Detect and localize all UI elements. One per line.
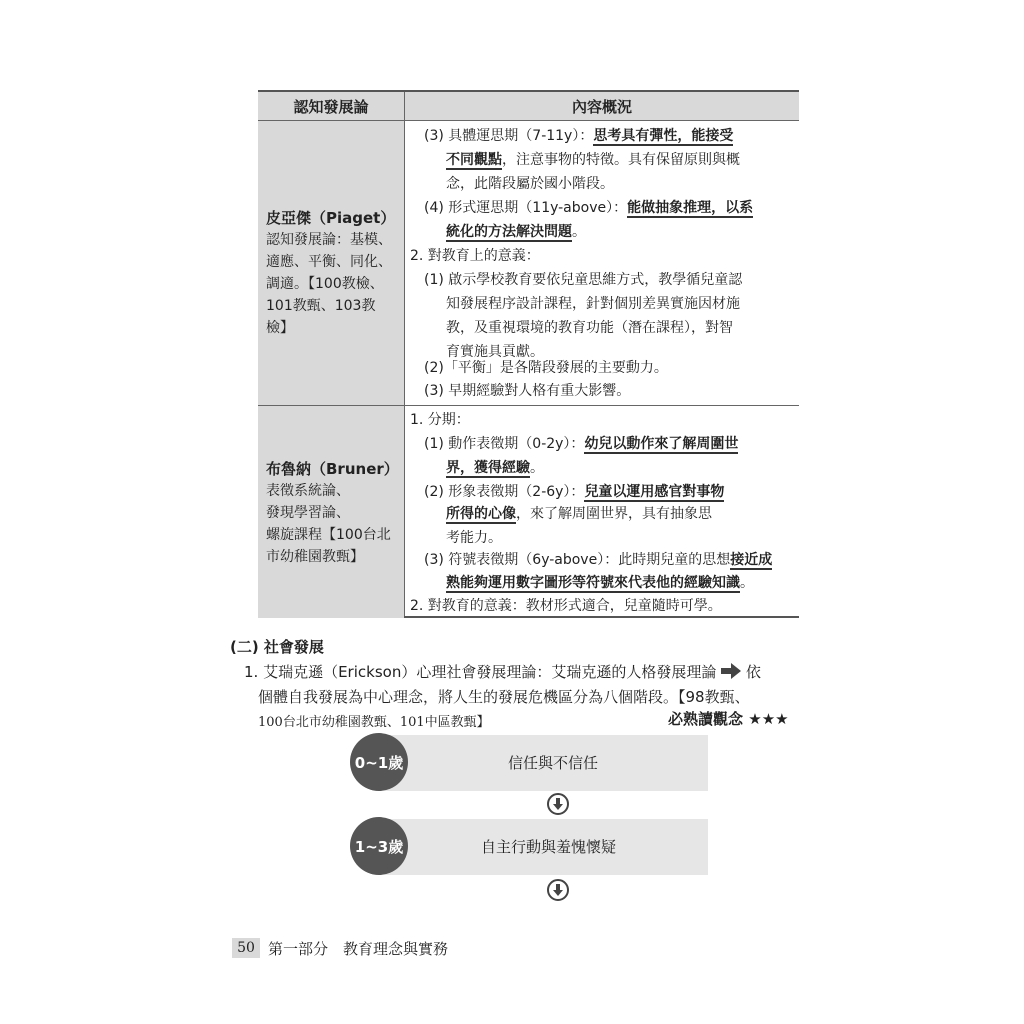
paragraph-line-1: 1. 艾瑞克遜（Erickson）心理社會發展理論：艾瑞克遜的人格發展理論 依 xyxy=(244,663,761,681)
bruner-line: 所得的心像，來了解周圍世界，具有抽象思 xyxy=(446,506,712,522)
bruner-line: 2. 對教育的意義：教材形式適合，兒童隨時可學。 xyxy=(410,598,722,614)
piaget-line: (4) 形式運思期（11y-above）：能做抽象推理，以系 xyxy=(424,200,754,216)
bruner-desc-4: 市幼稚園教甄】 xyxy=(266,549,364,565)
piaget-line: 教，及重視環境的教育功能（潛在課程），對智 xyxy=(446,320,733,336)
piaget-line: 育實施具貢獻。 xyxy=(446,344,544,360)
piaget-line: (3) 具體運思期（7-11y）：思考具有彈性，能接受 xyxy=(424,128,734,144)
bruner-name: 布魯納（Bruner） xyxy=(266,460,399,478)
piaget-line: (1) 啟示學校教育要依兒童思維方式，教學循兒童認 xyxy=(424,272,743,288)
arrow-down-icon xyxy=(547,879,569,901)
piaget-desc-3: 調適。【100教檢、 xyxy=(266,276,384,292)
piaget-line: 知發展程序設計課程，針對個別差異實施因材施 xyxy=(446,296,740,312)
stage-age-badge: 0~1歲 xyxy=(350,733,408,791)
bruner-line: 熟能夠運用數字圖形等符號來代表他的經驗知識。 xyxy=(446,575,754,591)
bruner-line: (1) 動作表徵期（0-2y）：幼兒以動作來了解周圍世 xyxy=(424,436,739,452)
bruner-cell xyxy=(258,406,404,618)
must-read-label: 必熟讀觀念 ★★★ xyxy=(668,710,789,728)
theory-table xyxy=(258,90,799,618)
piaget-name: 皮亞傑（Piaget） xyxy=(266,209,396,227)
column-divider xyxy=(404,92,405,616)
bruner-line: (2) 形象表徵期（2-6y）：兒童以運用感官對事物 xyxy=(424,484,725,500)
bruner-line: 1. 分期： xyxy=(410,412,470,428)
header-theory: 認知發展論 xyxy=(258,92,404,121)
piaget-cell xyxy=(258,121,404,405)
piaget-line: 2. 對教育上的意義： xyxy=(410,248,540,264)
footer-title: 第一部分 教育理念與實務 xyxy=(268,940,449,958)
stage-label: 信任與不信任 xyxy=(508,754,599,772)
row-divider xyxy=(258,405,799,406)
page-number: 50 xyxy=(232,938,260,958)
stage-age-badge: 1~3歲 xyxy=(350,817,408,875)
bruner-line: 界，獲得經驗。 xyxy=(446,460,544,476)
piaget-line: (2)「平衡」是各階段發展的主要動力。 xyxy=(424,360,668,376)
piaget-line: (3) 早期經驗對人格有重大影響。 xyxy=(424,383,631,399)
piaget-line: 念，此階段屬於國小階段。 xyxy=(446,176,614,192)
section-title: (二) 社會發展 xyxy=(230,638,324,656)
bruner-line: (3) 符號表徵期（6y-above）：此時期兒童的思想接近成 xyxy=(424,552,773,568)
bruner-desc-1: 表徵系統論、 xyxy=(266,483,350,499)
bruner-desc-2: 發現學習論、 xyxy=(266,505,350,521)
piaget-desc-1: 認知發展論：基模、 xyxy=(266,232,392,248)
piaget-desc-2: 適應、平衡、同化、 xyxy=(266,254,392,270)
bruner-line: 考能力。 xyxy=(446,530,502,546)
piaget-desc-4: 101教甄、103教檢】 xyxy=(266,298,376,336)
header-content: 內容概況 xyxy=(405,92,799,121)
arrow-down-icon xyxy=(547,793,569,815)
piaget-line: 不同觀點，注意事物的特徵。具有保留原則與概 xyxy=(446,152,740,168)
paragraph-line-2: 個體自我發展為中心理念，將人生的發展危機區分為八個階段。【98教甄、 xyxy=(258,688,750,706)
arrow-right-icon xyxy=(721,663,741,683)
paragraph-line-3: 100台北市幼稚園教甄、101中區教甄】 xyxy=(258,715,490,730)
piaget-line: 統化的方法解決問題。 xyxy=(446,224,586,240)
star-icon: ★★★ xyxy=(748,710,789,728)
stage-label: 自主行動與羞愧懷疑 xyxy=(481,838,617,856)
bruner-desc-3: 螺旋課程【100台北 xyxy=(266,527,391,543)
